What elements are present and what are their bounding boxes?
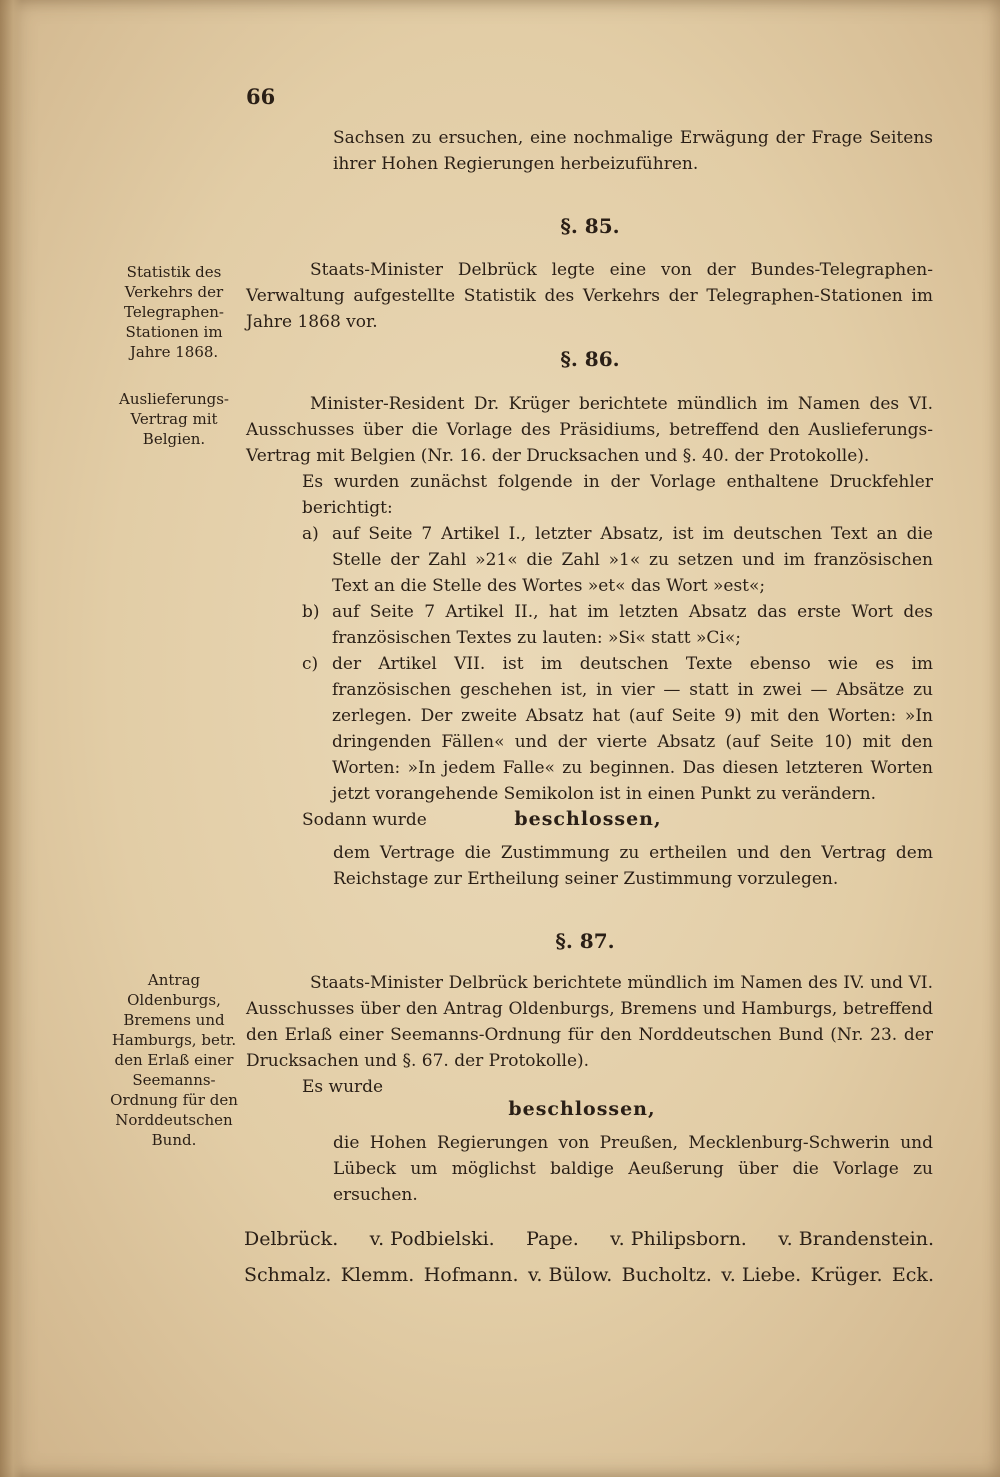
- signature: Klemm.: [340, 1264, 415, 1286]
- sodann-line: Sodann wurde: [302, 810, 427, 830]
- signature: Krüger.: [810, 1264, 883, 1286]
- beschlossen-heading-86: beschlossen,: [514, 808, 662, 830]
- signature: Schmalz.: [244, 1264, 332, 1286]
- section-text-86: Minister-Resident Dr. Krüger berichtete mündlich im Namen des VI. Ausschusses über die Vorlage des Präsidiums, betreffend den Auslieferungs-Vertrag mit Belgien (Nr. 16. der Drucksachen und §. 40. der Protokolle).: [246, 394, 933, 466]
- list-item-text: der Artikel VII. ist im deutschen Texte ebenso wie es im französischen geschehen ist, in vier — statt in zwei — Absätze zu zerlegen. Der zweite Absatz hat (auf Seite 9) mit den Worten: »In dringenden Fällen« und der vierte Absatz (auf Seite 10) mit den Worten: »In jedem Falle« zu beginnen. Das diesen letzteren Worten jetzt vorangehende Semikolon ist in einen Punkt zu verändern.: [332, 654, 933, 804]
- list-item-text: auf Seite 7 Artikel II., hat im letzten Absatz das erste Wort des französischen Textes zu lauten: »Si« statt »Ci«;: [332, 602, 933, 648]
- beschlossen-heading-87: beschlossen,: [508, 1098, 656, 1120]
- margin-note-87: Antrag Oldenburgs, Bremens und Hamburgs, betr. den Erlaß einer Seemanns-Ordnung für den Norddeutschen Bund.: [110, 971, 238, 1149]
- list-item: [302, 651, 933, 807]
- signature: v. Brandenstein.: [778, 1228, 934, 1250]
- page-binding-shadow: [0, 0, 22, 1477]
- signature: v. Bülow.: [527, 1264, 613, 1286]
- list-item-label: c): [302, 654, 319, 674]
- list-item: [302, 599, 933, 651]
- section-text-87: [246, 970, 933, 1100]
- signature-row-2: [244, 1264, 934, 1286]
- signature-row-1: [244, 1228, 934, 1250]
- continuation-paragraph: Sachsen zu ersuchen, eine nochmalige Erwägung der Frage Seitens ihrer Hohen Regierungen herbeizuführen.: [333, 128, 933, 174]
- list-item-text: auf Seite 7 Artikel I., letzter Absatz, ist im deutschen Text an die Stelle der Zahl »21« die Zahl »1« zu setzen und im französischen Text an die Stelle des Wortes »et« das Wort »est«;: [332, 524, 933, 596]
- signature: Eck.: [891, 1264, 934, 1286]
- margin-note-86: Auslieferungs-Vertrag mit Belgien.: [119, 390, 229, 448]
- signature: v. Philipsborn.: [610, 1228, 747, 1250]
- list-item-label: a): [302, 524, 319, 544]
- margin-note-85: Statistik des Verkehrs der Telegraphen-Stationen im Jahre 1868.: [124, 263, 224, 361]
- list-item-label: b): [302, 602, 320, 622]
- signature: v. Liebe.: [721, 1264, 802, 1286]
- correction-list: [302, 469, 933, 833]
- resolution-87: die Hohen Regierungen von Preußen, Mecklenburg-Schwerin und Lübeck um möglichst baldige Aeußerung über die Vorlage zu ersuchen.: [333, 1133, 933, 1205]
- section-text-87-body: Staats-Minister Delbrück berichtete mündlich im Namen des IV. und VI. Ausschusses über den Antrag Oldenburgs, Bremens und Hamburgs, betreffend den Erlaß einer Seemanns-Ordnung für den Norddeutschen Bund (Nr. 23. der Drucksachen und §. 67. der Protokolle).: [246, 973, 933, 1071]
- list-item: [302, 521, 933, 599]
- correction-intro: Es wurden zunächst folgende in der Vorlage enthaltene Druckfehler berichtigt:: [302, 472, 933, 518]
- resolution-86: dem Vertrage die Zustimmung zu ertheilen und den Vertrag dem Reichstage zur Ertheilung seiner Zustimmung vorzulegen.: [333, 843, 933, 889]
- section-text-85: Staats-Minister Delbrück legte eine von der Bundes-Telegraphen-Verwaltung aufgestellte Statistik des Verkehrs der Telegraphen-Stationen im Jahre 1868 vor.: [246, 260, 933, 332]
- es-wurde-line: Es wurde: [302, 1077, 384, 1097]
- signature: Hofmann.: [423, 1264, 519, 1286]
- signature: Pape.: [526, 1228, 579, 1250]
- signature: Bucholtz.: [621, 1264, 712, 1286]
- section-heading-86: §. 86.: [560, 347, 620, 371]
- section-heading-87: §. 87.: [555, 929, 615, 953]
- signature: Delbrück.: [244, 1228, 339, 1250]
- section-heading-85: §. 85.: [560, 214, 620, 238]
- page-number: 66: [246, 84, 276, 109]
- signature: v. Podbielski.: [369, 1228, 495, 1250]
